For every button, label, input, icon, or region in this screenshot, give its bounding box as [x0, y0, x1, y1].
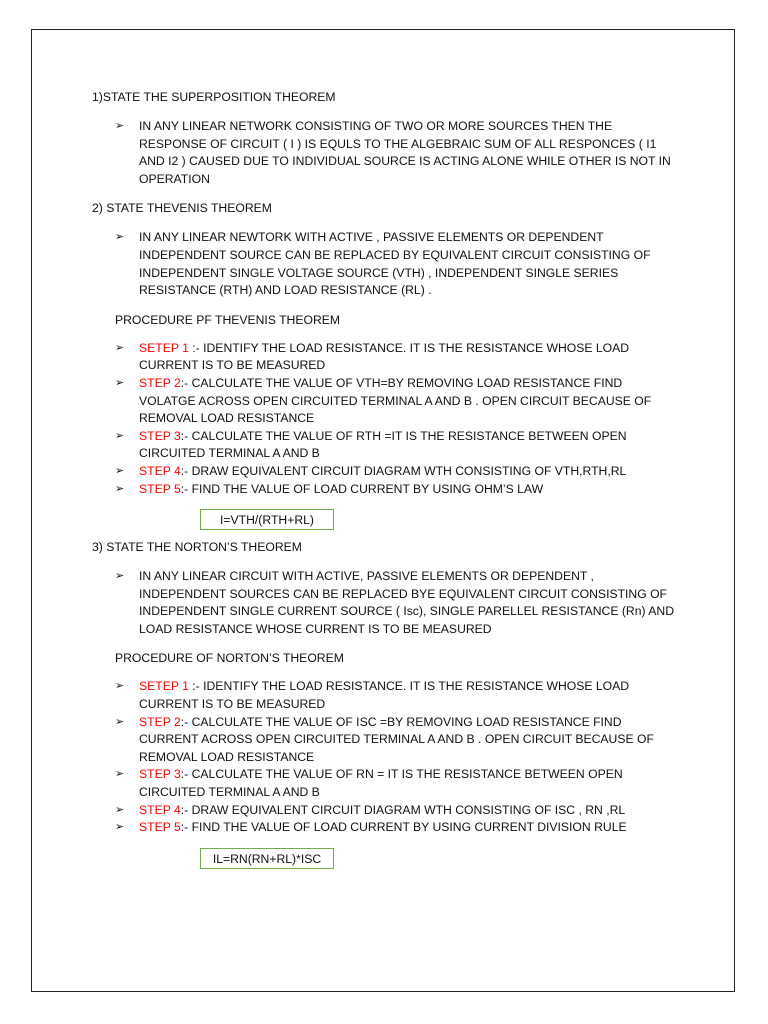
step-text: :- CALCULATE THE VALUE OF VTH=BY REMOVING LOAD RESISTANCE FIND VOLATGE ACROSS OPEN CIRCUITED TERMINAL A AND B . OPEN CIRCUIT BECAUSE OF REMOVAL LOAD RESISTANCE	[139, 375, 652, 426]
step-label: STEP 4	[139, 802, 181, 817]
step-label: STEP 2	[139, 714, 181, 729]
arrowhead-bullet-icon: ➢	[115, 231, 125, 244]
step-text: :- DRAW EQUIVALENT CIRCUIT DIAGRAM WTH CONSISTING OF VTH,RTH,RL	[180, 463, 627, 478]
section3-bullets	[92, 568, 682, 638]
arrowhead-bullet-icon: ➢	[115, 768, 125, 781]
step-item	[115, 340, 682, 375]
step-item	[115, 463, 682, 481]
step-label: STEP 5	[139, 820, 181, 835]
arrowhead-bullet-icon: ➢	[115, 482, 125, 495]
arrowhead-bullet-icon: ➢	[115, 376, 125, 389]
step-item	[115, 766, 682, 801]
section2-steps	[92, 340, 682, 498]
section3-steps	[92, 678, 682, 836]
step-item	[115, 819, 682, 837]
list-item	[115, 568, 682, 638]
step-label: STEP 2	[139, 375, 181, 390]
step-label: SETEP 1	[139, 679, 189, 694]
step-text: :- FIND THE VALUE OF LOAD CURRENT BY USING CURRENT DIVISION RULE	[180, 820, 627, 835]
section1-bullet-text: IN ANY LINEAR NETWORK CONSISTING OF TWO OR MORE SOURCES THEN THE RESPONSE OF CIRCUIT ( I ) IS EQULS TO THE ALGEBRAIC SUM OF ALL RESPONCES ( I1 AND I2 ) CAUSED DUE TO INDIVIDUAL SOURCE IS ACTING ALONE WHILE OTHER IS NOT IN OPERATION	[139, 119, 671, 186]
document-content	[92, 88, 682, 877]
arrowhead-bullet-icon: ➢	[115, 680, 125, 693]
step-text: :- CALCULATE THE VALUE OF RTH =IT IS THE RESISTANCE BETWEEN OPEN CIRCUITED TERMINAL A AND B	[139, 428, 627, 461]
step-label: STEP 5	[139, 481, 181, 496]
arrowhead-bullet-icon: ➢	[115, 429, 125, 442]
section3-bullet-text: IN ANY LINEAR CIRCUIT WITH ACTIVE, PASSIVE ELEMENTS OR DEPENDENT , INDEPENDENT SOURCES CAN BE REPLACED BYE EQUIVALENT CIRCUIT CONSISTING OF INDEPENDENT SINGLE CURRENT SOURCE ( Isc), SINGLE PARELLEL RESISTANCE (Rn) AND LOAD RESISTANCE WHOSE CURRENT IS TO BE MEASURED	[139, 569, 675, 636]
step-item	[115, 678, 682, 713]
arrowhead-bullet-icon: ➢	[115, 803, 125, 816]
section2-bullets	[92, 229, 682, 299]
section2-heading: 2) STATE THEVENIS THEOREM	[92, 201, 272, 216]
step-text: :- CALCULATE THE VALUE OF RN = IT IS THE RESISTANCE BETWEEN OPEN CIRCUITED TERMINAL A AND B	[139, 767, 623, 800]
step-item	[115, 375, 682, 428]
arrowhead-bullet-icon: ➢	[115, 570, 125, 583]
arrowhead-bullet-icon: ➢	[115, 464, 125, 477]
step-label: STEP 4	[139, 463, 181, 478]
step-text: :- DRAW EQUIVALENT CIRCUIT DIAGRAM WTH CONSISTING OF ISC , RN ,RL	[180, 802, 626, 817]
arrowhead-bullet-icon: ➢	[115, 341, 125, 354]
arrowhead-bullet-icon: ➢	[115, 715, 125, 728]
section2-procedure-title: PROCEDURE PF THEVENIS THEOREM	[115, 312, 341, 327]
list-item	[115, 229, 682, 299]
section1-bullets	[92, 118, 682, 188]
step-item	[115, 481, 682, 499]
step-label: STEP 3	[139, 428, 181, 443]
step-text: :- CALCULATE THE VALUE OF ISC =BY REMOVING LOAD RESISTANCE FIND CURRENT ACROSS OPEN CIRCUITED TERMINAL A AND B . OPEN CIRCUIT BECAUSE OF REMOVAL LOAD RESISTANCE	[139, 714, 654, 764]
step-text: :- IDENTIFY THE LOAD RESISTANCE. IT IS THE RESISTANCE WHOSE LOAD CURRENT IS TO BE MEASURED	[139, 679, 630, 712]
arrowhead-bullet-icon: ➢	[115, 821, 125, 834]
step-item	[115, 428, 682, 463]
step-text: :- FIND THE VALUE OF LOAD CURRENT BY USING OHM’S LAW	[180, 481, 544, 496]
step-label: STEP 3	[139, 767, 181, 782]
step-item	[115, 714, 682, 767]
norton-formula-box: IL=RN(RN+RL)*ISC	[200, 848, 334, 869]
thevenin-formula-box: I=VTH/(RTH+RL)	[200, 509, 334, 530]
step-item	[115, 802, 682, 820]
section2-bullet-text: IN ANY LINEAR NEWTORK WITH ACTIVE , PASSIVE ELEMENTS OR DEPENDENT INDEPENDENT SOURCE CAN BE REPLACED BY EQUIVALENT CIRCUIT CONSISTING OF INDEPENDENT SINGLE VOLTAGE SOURCE (VTH) , INDEPENDENT SINGLE SERIES RESISTANCE (RTH) AND LOAD RESISTANCE (RL) .	[139, 230, 651, 298]
list-item	[115, 118, 682, 188]
section1-heading: 1)STATE THE SUPERPOSITION THEOREM	[92, 90, 336, 104]
step-label: SETEP 1	[139, 340, 189, 355]
section3-heading: 3) STATE THE NORTON’S THEOREM	[92, 540, 302, 555]
arrowhead-bullet-icon: ➢	[115, 120, 125, 132]
step-text: :- IDENTIFY THE LOAD RESISTANCE. IT IS THE RESISTANCE WHOSE LOAD CURRENT IS TO BE MEASURED	[139, 340, 630, 373]
section3-procedure-title: PROCEDURE OF NORTON’S THEOREM	[115, 651, 344, 666]
